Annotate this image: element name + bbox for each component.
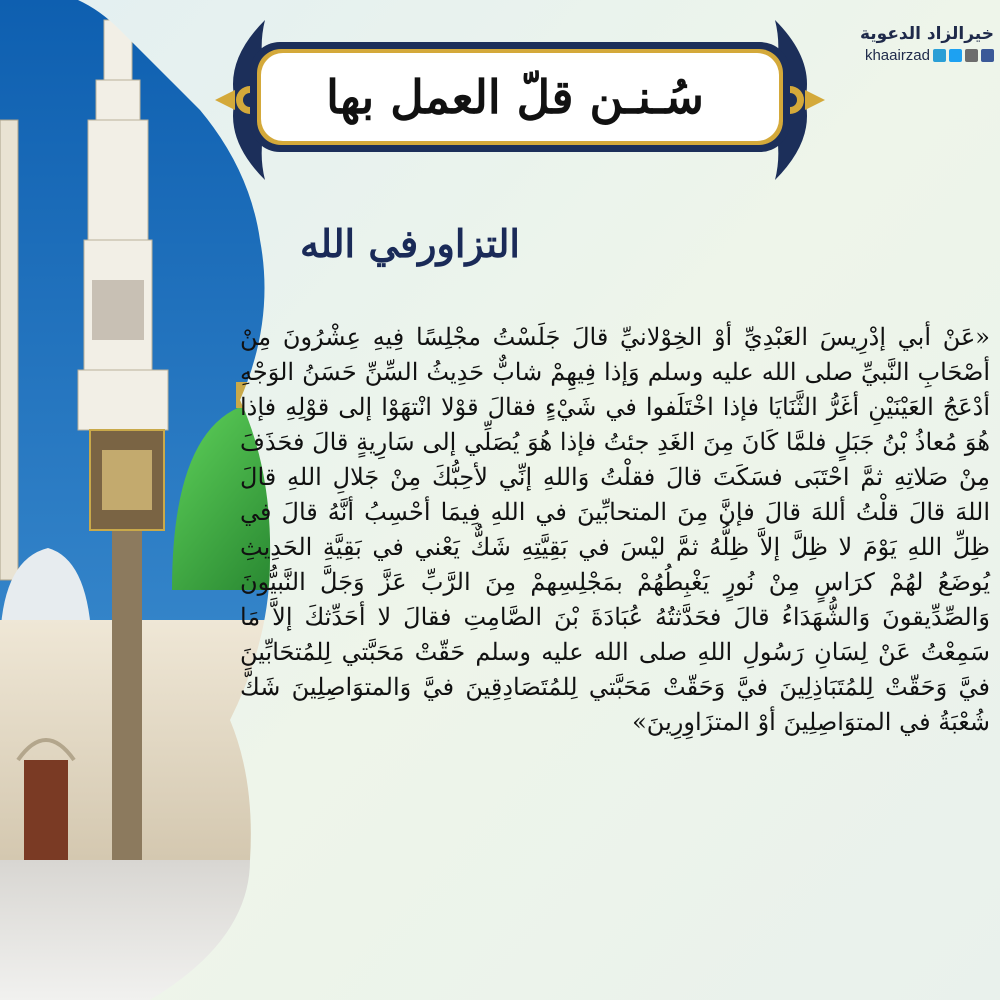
brand-handle[interactable]: khaairzad xyxy=(864,47,930,64)
twitter-icon[interactable] xyxy=(949,49,962,62)
instagram-icon[interactable] xyxy=(965,49,978,62)
brand-social-row xyxy=(794,47,994,64)
telegram-icon[interactable] xyxy=(933,49,946,62)
brand xyxy=(794,24,994,64)
facebook-icon[interactable] xyxy=(981,49,994,62)
page-title: سُـنـن قلّ العمل بها xyxy=(326,70,704,124)
brand-name: خيرالزاد الدعوية xyxy=(859,24,994,44)
section-subtitle: التزاورفي الله xyxy=(300,220,520,266)
hadith-text: «عَنْ أبي إدْرِيسَ العَبْدِيِّ أوْ الخِوْلانيِّ قالَ جَلَسْتُ مجْلِسًا فِيهِ عِشْرُونَ مِنْ أصْحَابِ النَّبيِّ صلى الله عليه وسلم وَإذا فِيهِمْ شابٌّ حَدِيثُ السِّنِّ حَسَنُ الوَجْهِ أدْعَجُ العَيْنَيْنِ أغَرُّ الثَّنَايَا فإذا اخْتَلَفوا في شَيْءٍ فقالَ قوْلا انْتهَوْا إلى قوْلِهِ فإذا هُوَ مُعاذُ بْنُ جَبَلٍ فلمَّا كَانَ مِنَ الغَدِ جئتُ فإذا هُوَ يُصَلِّي إلى سَارِيةٍ قالَ فحَذَفَ مِنْ صَلاتِهِ ثمَّ احْتَبَى فسَكَتَ قالَ فقلْتُ وَاللهِ إنِّي لأحِبُّكَ مِنْ جَلالِ اللهِ قالَ اللهَ قالَ قلْتُ أللهَ قالَ فإنَّ مِنَ المتحابِّينَ في اللهِ فِيمَا أحْسِبُ أنَّهُ قالَ في ظِلِّ اللهِ يَوْمَ لا ظِلَّ إلاَّ ظِلُّهُ ثمَّ ليْسَ في بَقِيَّتِهِ شَكٌّ يَعْني في بَقِيَّةِ الحَدِيثِ يُوضَعُ لهُمْ كرَاسٍ مِنْ نُورٍ يَغْبِطُهُمْ بمَجْلِسِهمْ مِنَ الرَّبِّ عَزَّ وَجَلَّ النَّبيُّونَ وَالصِّدِّيقونَ وَالشُّهَدَاءُ قالَ فحَدَّثتُهُ عُبَادَةَ بْنَ الصَّامِتِ فقالَ لا أحَدِّثكَ إلاَّ مَا سَمِعْتُ عَنْ لِسَانِ رَسُولِ اللهِ صلى الله عليه وسلم حَقّتْ مَحَبَّتي لِلمُتحَابِّينَ فيَّ وَحَقّتْ لِلمُتَبَاذِلِينَ فيَّ وَحَقّتْ مَحَبَّتي لِلمُتَصَادِقِينَ فيَّ وَالمتوَاصِلِينَ شَكَّ شُعْبَةُ في المتوَاصِلِينَ أوْ المتزَاوِرِينَ» xyxy=(240,323,991,736)
